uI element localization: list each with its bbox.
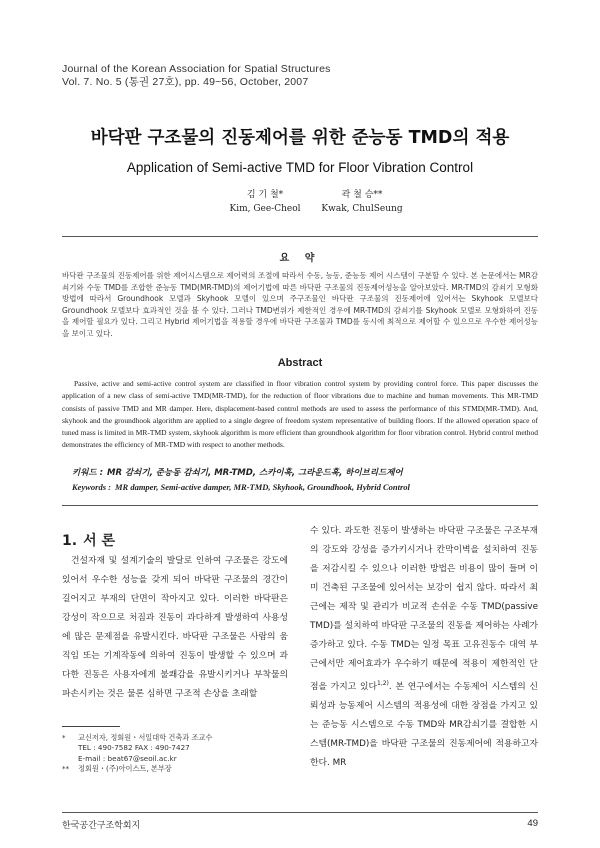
paragraph-text: . 본 연구에서는 수동제어 시스템의 신뢰성과 능동제어 시스템의 적용성에 대한 장점을 가지고 있는 준능동 시스템으로 수동 TMD와 MR감쇠기를 결합한 시스템(MR-TMD)을 바닥판 구조물의 진동제어에 적용하고자 한다. MR	[310, 681, 538, 768]
korean-abstract-body: 바닥판 구조물의 진동제어를 위한 제어시스템으로 제어력의 조절에 따라서 수동, 능동, 준능동 제어 시스템이 구분할 수 있다. 본 논문에서는 MR감쇠기와 수동 TMD를 조합한 준능동 TMD(MR-TMD)의 제어기법에 따른 바닥판 구조물의 진동제어성능을 알아보았다. MR-TMD의 감쇠기 모형화 방법에 따라서 Groundhook 모델과 Skyhook 모델이 있으며 주구조물인 바닥판 구조물의 진동제어에 있어서는 Skyhook 모델보다 Groundhook 모델보다 효과적인 것을 볼 수 있다. 그러나 TMD변위가 제한적인 경우에 MR-TMD의 감쇠기를 Skyhook 모델로 모형화하여 진동을 제어할 필요가 있다. 그리고 Hybrid 제어기법을 적용할 경우에 바닥판 구조물과 TMD를 동시에 최적으로 제어할 수 있으므로 우수한 제어성능을 보이고 있다.	[62, 271, 538, 338]
footnote	[62, 733, 292, 743]
section-number: 1.	[62, 533, 78, 549]
footnote-mark: **	[62, 764, 70, 774]
paragraph: 건설자재 및 설계기술의 발달로 인하여 구조물은 강도에 있어서 우수한 성능을 갖게 되어 바닥판 구조물의 경간이 길어지고 부재의 단면이 작아지고 있다. 이러한 바닥판은 강성이 작으므로 처짐과 진동이 과다하게 발생하여 사용성에 많은 문제점을 유발시킨다. 바닥판 구조물은 사람의 움직임 또는 기계작동에 의하여 진동이 발생할 수 있으며 과다한 진동은 사용자에게 불쾌감을 유발시키거나 부착물의 파손시키는 것은 물론 심하면 구조적 손상을 초래할	[62, 556, 288, 699]
footnote-mark: *	[62, 733, 66, 742]
journal-header	[62, 63, 331, 89]
divider	[62, 505, 538, 506]
korean-abstract-heading: 요 약	[279, 253, 321, 264]
footer-divider	[62, 812, 538, 813]
footnote-divider	[62, 726, 120, 727]
keywords-english-list: MR damper, Semi-active damper, MR-TMD, Skyhook, Groundhook, Hybrid Control	[114, 482, 410, 492]
author-1-name-ko: 김 기 철*	[246, 190, 284, 200]
footnotes	[62, 733, 292, 775]
body-right-column	[310, 522, 538, 773]
footnote	[62, 764, 292, 774]
journal-name: Journal of the Korean Association for Spatial Structures	[62, 63, 331, 75]
footnote-text: E-mail : beat67@seoil.ac.kr	[78, 753, 177, 763]
divider	[62, 236, 538, 237]
paragraph-text: 수 있다. 과도한 진동이 발생하는 바닥판 구조물은 구조부재의 강도와 강성을 증가키시거나 칸막이벽을 설치하여 진동을 저감시킬 수 있으나 이러한 방법은 비용이 많이 들며 이미 건축된 구조물에 있어서는 보강이 쉽지 않다. 따라서 최근에는 제작 및 관리가 비교적 손쉬운 수동 TMD(passive TMD)를 설치하여 바닥판 구조물의 진동을 제어하는 사례가 증가하고 있다. 수동 TMD는 일정 목표 고유진동수 대역 부근에서만 제어효과가 우수하기 때문에 적용이 제한적인 단점을 가지고 있다	[310, 526, 538, 692]
author-2	[312, 188, 412, 216]
title-english: Application of Semi-active TMD for Floor Vibration Control	[126, 160, 474, 175]
citation: 1,2)	[377, 680, 389, 687]
body-left-column	[62, 552, 288, 704]
footer-journal: 한국공간구조학회지	[62, 821, 141, 831]
section-title: 서 론	[83, 533, 115, 549]
keywords-korean	[72, 466, 403, 478]
footnote	[62, 743, 292, 753]
keywords-english	[72, 482, 410, 492]
title-korean: 바닥판 구조물의 진동제어를 위한 준능동 TMD의 적용	[90, 128, 510, 148]
keywords-korean-label: 키워드 :	[72, 468, 103, 478]
author-1-name-en: Kim, Gee-Cheol	[229, 204, 301, 214]
paragraph	[310, 522, 538, 773]
abstract-body: Passive, active and semi-active control system are classified in floor vibration control system by providing control force. This paper discusses the application of a new class of semi-active TMD(MR-TMD), for the reduction of floor vibrations due to machine and human movements. This MR-TMD consists of passive TMD and MR damper. Here, displacement-based control methods are used to assess the performance of this STMD(MR-TMD). And, skyhook and the groundhook algorithm are applied to a single degree of freedom system representative of building floors. If the allowed operation space of tuned mass is limited in MR-TMD system, skyhook algorithm is more efficient than groundhook algorithm for floor vibration control. Hybrid control method demonstrates the efficiency of MR-TMD with respect to another methods.	[62, 379, 538, 450]
keywords-korean-list: MR 감쇠기, 준능동 감쇠기, MR-TMD, 스카이훅, 그라운드훅, 하이브리드제어	[107, 468, 403, 478]
abstract-heading: Abstract	[277, 357, 323, 369]
page-number: 49	[527, 818, 538, 829]
author-1	[220, 188, 310, 216]
footnote	[62, 754, 292, 764]
section-heading	[62, 530, 115, 550]
author-2-name-ko: 곽 철 승**	[341, 190, 383, 200]
journal-volume: Vol. 7. No. 5 (통권 27호), pp. 49~56, October, 2007	[62, 76, 309, 88]
footnote-text: TEL : 490-7582 FAX : 490-7427	[78, 743, 190, 753]
footnote-text: 정회원・(주)아이스트, 본부장	[78, 764, 172, 774]
keywords-english-label: Keywords :	[72, 482, 111, 492]
author-2-name-en: Kwak, ChulSeung	[321, 204, 403, 214]
footnote-text: 교신저자, 정회원・서일대학 건축과 조교수	[78, 733, 213, 742]
